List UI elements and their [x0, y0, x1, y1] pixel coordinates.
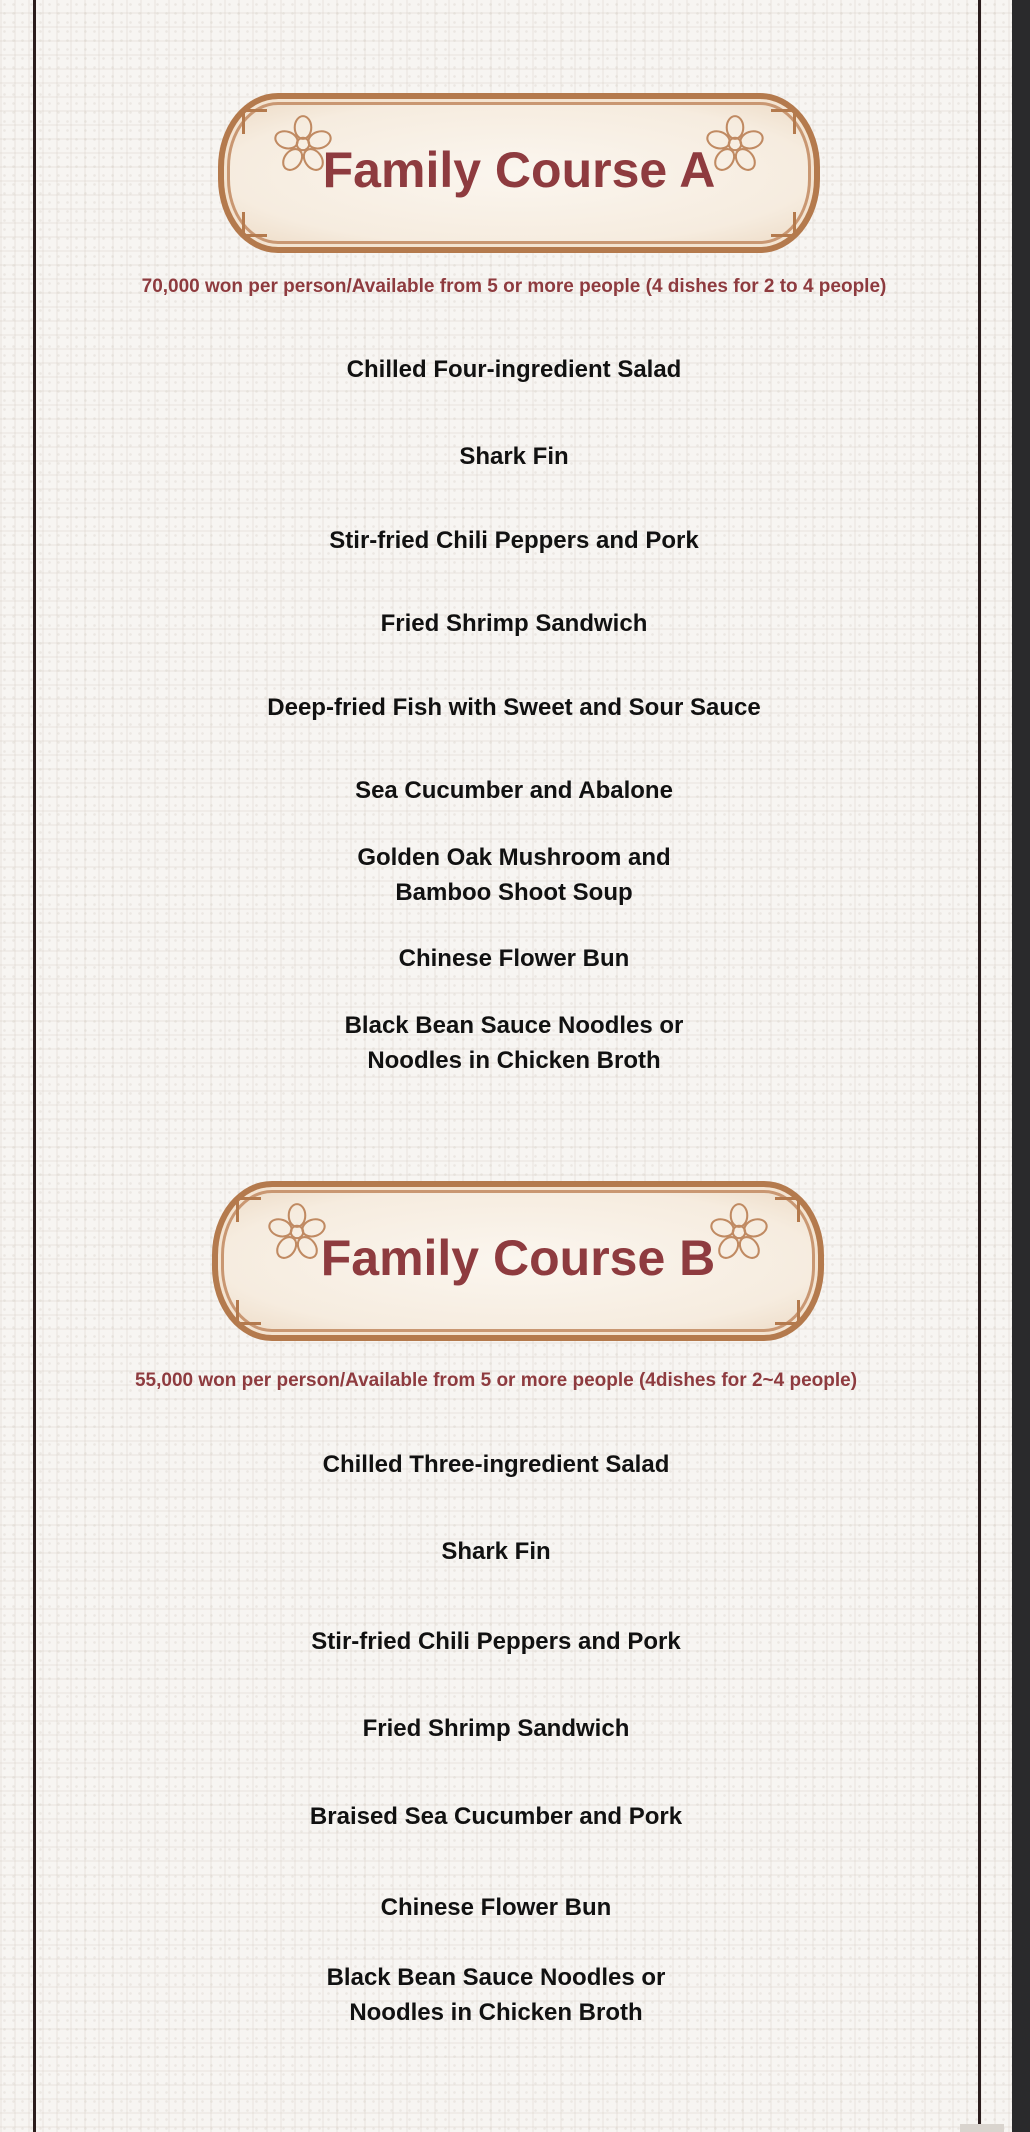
menu-item: Chinese Flower Bun	[380, 1894, 612, 1921]
course-b-title: Family Course B	[320, 1230, 716, 1286]
menu-item: Black Bean Sauce Noodles or Noodles in Chicken Broth	[326, 1964, 666, 2026]
course-b-price: 55,000 won per person/Available from 5 or more people (4dishes for 2~4 people)	[134, 1370, 858, 1391]
frame-corner	[242, 212, 267, 237]
menu-item: Stir-fried Chili Peppers and Pork	[311, 1628, 681, 1655]
frame-corner	[775, 1300, 800, 1325]
frame-corner	[775, 1197, 800, 1222]
menu-item: Golden Oak Mushroom and Bamboo Shoot Soup	[357, 844, 671, 906]
course-b-title-plaque	[212, 1181, 824, 1341]
menu-item: Fried Shrimp Sandwich	[362, 1715, 630, 1742]
frame-corner	[771, 109, 796, 134]
frame-corner	[236, 1300, 261, 1325]
menu-item: Chilled Four-ingredient Salad	[346, 356, 682, 383]
menu-item: Shark Fin	[459, 443, 569, 470]
menu-item: Deep-fried Fish with Sweet and Sour Sauce	[267, 694, 761, 721]
course-a-title: Family Course A	[322, 142, 716, 198]
course-a-title-plaque	[218, 93, 820, 253]
frame-corner	[771, 212, 796, 237]
menu-item: Black Bean Sauce Noodles or Noodles in Chicken Broth	[344, 1012, 684, 1074]
frame-corner	[236, 1197, 261, 1222]
menu-item: Braised Sea Cucumber and Pork	[309, 1803, 683, 1830]
corner-tag	[960, 2124, 1004, 2132]
menu-item: Chinese Flower Bun	[398, 945, 630, 972]
menu-item: Shark Fin	[441, 1538, 551, 1565]
frame-corner	[242, 109, 267, 134]
course-a-price: 70,000 won per person/Available from 5 or more people (4 dishes for 2 to 4 people)	[141, 276, 887, 297]
binder-edge	[1012, 0, 1030, 2132]
menu-item: Sea Cucumber and Abalone	[355, 777, 673, 804]
menu-item: Stir-fried Chili Peppers and Pork	[329, 527, 699, 554]
menu-item: Fried Shrimp Sandwich	[380, 610, 648, 637]
menu-item: Chilled Three-ingredient Salad	[322, 1451, 670, 1478]
